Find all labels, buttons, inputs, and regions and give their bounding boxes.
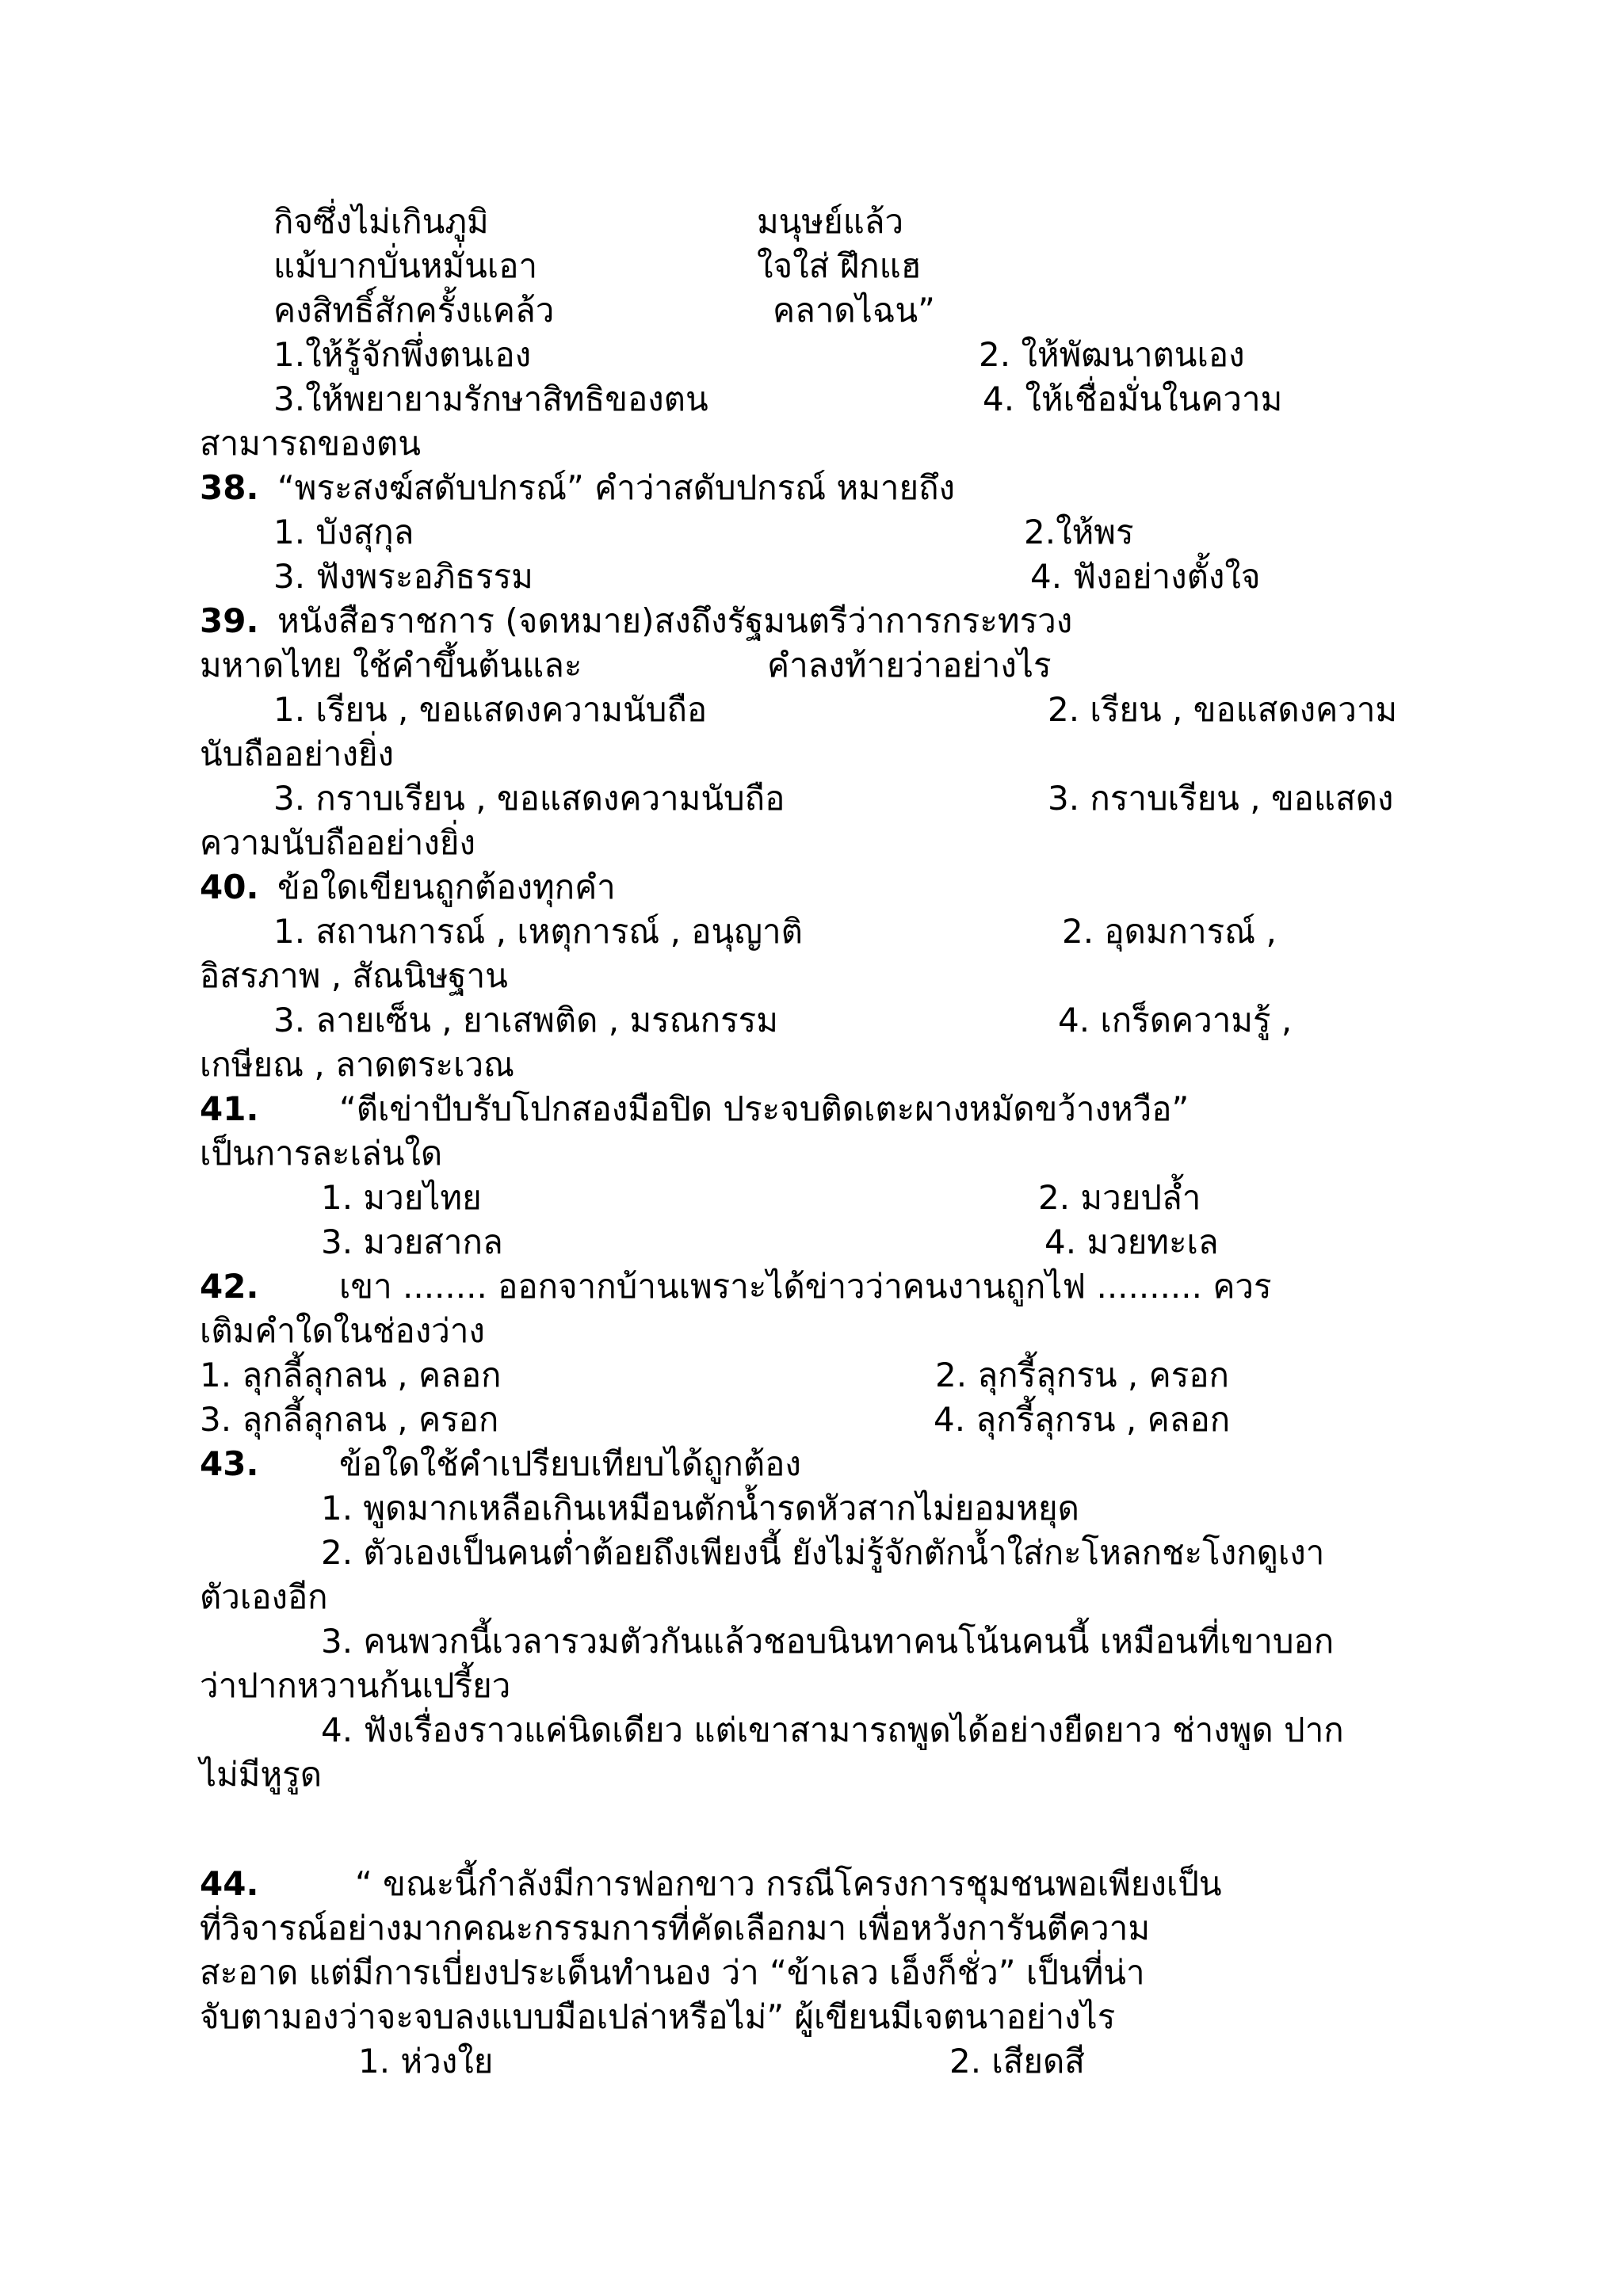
q43-question: ข้อใดใช้คำเปรียบเทียบได้ถูกต้อง (339, 1444, 801, 1483)
q40-option-4: 4. เกร็ดความรู้ , (1058, 1001, 1293, 1039)
q41-option-4: 4. มวยทะเล (1044, 1222, 1219, 1261)
q40-option-3: 3. ลายเซ็น , ยาเสพติด , มรณกรรม (273, 1001, 778, 1039)
q41-option-2: 2. มวยปล้ำ (1038, 1178, 1201, 1217)
q44-question-line-2: ที่วิจารณ์อย่างมากคณะกรรมการที่คัดเลือกมา เพื่อหวังการันตีความ (200, 1909, 1151, 1947)
q44-option-1: 1. ห่วงใย (358, 2042, 494, 2081)
q39-number: 39. (200, 601, 259, 640)
poem-line-1-right: มนุษย์แล้ว (757, 202, 904, 241)
q42-question-line-1: เขา ........ ออกจากบ้านเพราะได้ข่าวว่าคนงานถูกไฟ .......... ควร (339, 1267, 1272, 1306)
q43-option-4-continued: ไม่มีหูรูด (200, 1755, 323, 1794)
q39-question-line-2-left: มหาดไทย ใช้คำขึ้นต้นและ (200, 646, 582, 685)
q40-question: ข้อใดเขียนถูกต้องทุกคำ (277, 868, 616, 906)
q41-question-line-2: เป็นการละเล่นใด (200, 1134, 443, 1173)
q38-number: 38. (200, 468, 259, 507)
q41-number: 41. (200, 1089, 259, 1128)
q44-question-line-4: จับตามองว่าจะจบลงแบบมือเปล่าหรือไม่” ผู้เขียนมีเจตนาอย่างไร (200, 1997, 1116, 2036)
poem-line-2-left: แม้บากบั่นหมั่นเอา (273, 246, 538, 285)
q39-question-line-1: หนังสือราชการ (จดหมาย)สงถึงรัฐมนตรีว่าการกระทรวง (277, 601, 1073, 640)
q39-option-2: 2. เรียน , ขอแสดงความ (1048, 690, 1398, 729)
q38-option-2: 2.ให้พร (1024, 513, 1134, 551)
q40-option-4-continued: เกษียณ , ลาดตระเวณ (200, 1045, 514, 1084)
q39-option-1: 1. เรียน , ขอแสดงความนับถือ (273, 690, 708, 729)
q43-option-3-continued: ว่าปากหวานก้นเปรี้ยว (200, 1666, 511, 1705)
q40-option-2: 2. อุดมการณ์ , (1062, 912, 1277, 951)
q43-option-4: 4. ฟังเรื่องราวแค่นิดเดียว แต่เขาสามารถพูดได้อย่างยืดยาว ช่างพูด ปาก (321, 1711, 1344, 1749)
q44-number: 44. (200, 1864, 259, 1903)
q41-option-1: 1. มวยไทย (321, 1178, 482, 1217)
q38-option-3: 3. ฟังพระอภิธรรม (273, 557, 533, 596)
q43-option-3: 3. คนพวกนี้เวลารวมตัวกันแล้วชอบนินทาคนโน้นคนนี้ เหมือนที่เขาบอก (321, 1622, 1335, 1661)
q40-number: 40. (200, 868, 259, 906)
q37-option-4: 4. ให้เชื่อมั่นในความ (983, 379, 1283, 418)
q39-option-4-continued: ความนับถืออย่างยิ่ง (200, 823, 476, 862)
poem-line-3-left: คงสิทธิ์สักครั้งแคล้ว (273, 291, 555, 330)
q40-option-2-continued: อิสรภาพ , สัณนิษฐาน (200, 956, 508, 995)
q43-number: 43. (200, 1444, 259, 1483)
q41-option-3: 3. มวยสากล (321, 1222, 503, 1261)
q41-question-line-1: “ตีเข่าปับรับโปกสองมือปิด ประจบติดเตะผางหมัดขว้างหวือ” (339, 1089, 1190, 1128)
q43-option-2-continued: ตัวเองอีก (200, 1577, 328, 1616)
q42-option-2: 2. ลุกรี้ลุกรน , ครอก (935, 1356, 1229, 1394)
poem-line-2-right: ใจใส่ ฝึกแฮ (757, 246, 922, 285)
q42-question-line-2: เติมคำใดในช่องว่าง (200, 1311, 485, 1350)
poem-line-3-right: คลาดไฉน” (773, 291, 935, 330)
q39-question-line-2-right: คำลงท้ายว่าอย่างไร (767, 646, 1052, 685)
q39-option-3: 3. กราบเรียน , ขอแสดงความนับถือ (273, 779, 785, 818)
q44-option-2: 2. เสียดสี (949, 2042, 1085, 2081)
poem-line-1-left: กิจซึ่งไม่เกินภูมิ (273, 202, 489, 241)
q42-option-1: 1. ลุกลี้ลุกลน , คลอก (200, 1356, 502, 1394)
q37-option-2: 2. ให้พัฒนาตนเอง (979, 335, 1245, 374)
q42-number: 42. (200, 1267, 259, 1306)
q44-question-line-1: “ ขณะนี้กำลังมีการฟอกขาว กรณีโครงการชุมชนพอเพียงเป็น (355, 1864, 1222, 1903)
q44-question-line-3: สะอาด แต่มีการเบี่ยงประเด็นทำนอง ว่า “ข้าเลว เอ็งก็ชั่ว” เป็นที่น่า (200, 1953, 1145, 1992)
q38-option-1: 1. บังสุกุล (273, 513, 414, 551)
q43-option-1: 1. พูดมากเหลือเกินเหมือนตักน้ำรดหัวสากไม่ยอมหยุด (321, 1489, 1079, 1527)
q38-option-4: 4. ฟังอย่างตั้งใจ (1030, 557, 1261, 596)
q37-option-4-continued: สามารถของตน (200, 424, 421, 463)
q42-option-4: 4. ลุกรี้ลุกรน , คลอก (934, 1400, 1231, 1439)
q39-option-2-continued: นับถืออย่างยิ่ง (200, 734, 395, 773)
q38-question: “พระสงฆ์สดับปกรณ์” คำว่าสดับปกรณ์ หมายถึง (277, 468, 956, 507)
q39-option-4: 3. กราบเรียน , ขอแสดง (1048, 779, 1394, 818)
q37-option-3: 3.ให้พยายามรักษาสิทธิของตน (273, 379, 708, 418)
q40-option-1: 1. สถานการณ์ , เหตุการณ์ , อนุญาติ (273, 912, 803, 951)
q42-option-3: 3. ลุกลี้ลุกลน , ครอก (200, 1400, 499, 1439)
q43-option-2: 2. ตัวเองเป็นคนต่ำต้อยถึงเพียงนี้ ยังไม่รู้จักตักน้ำใส่กะโหลกชะโงกดูเงา (321, 1533, 1325, 1572)
q37-option-1: 1.ให้รู้จักพึ่งตนเอง (273, 335, 532, 374)
